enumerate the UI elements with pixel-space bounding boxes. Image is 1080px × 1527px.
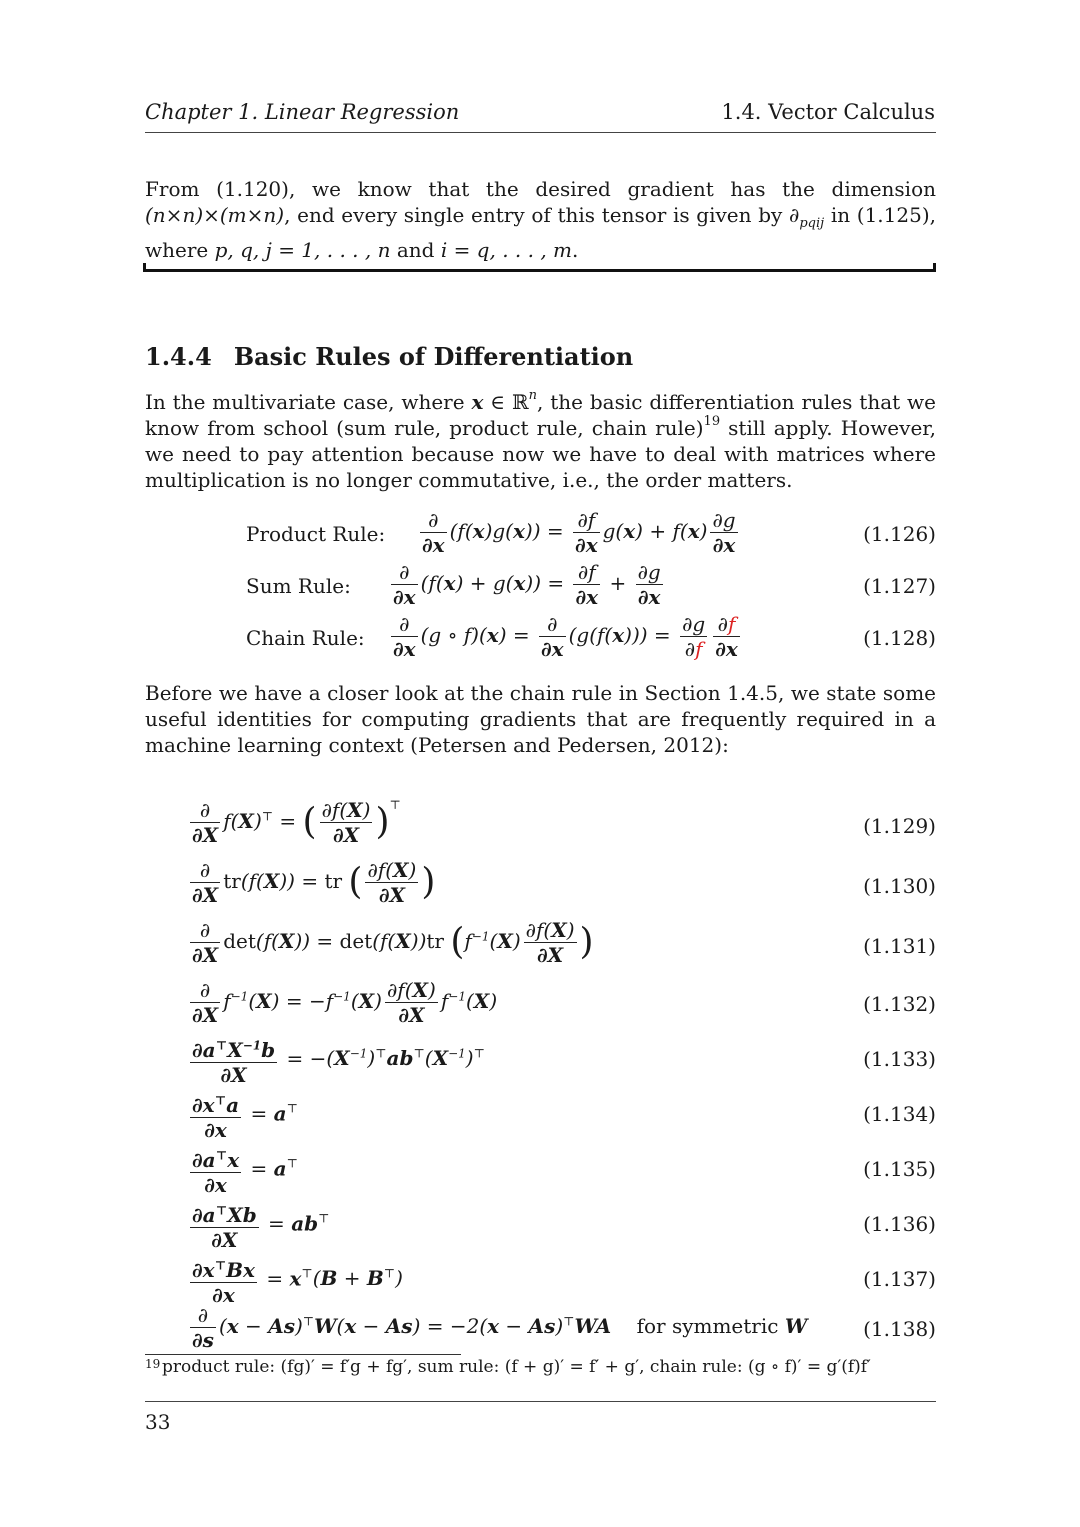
section-number: 1.4.4: [145, 342, 212, 371]
equation-number: (1.128): [863, 626, 936, 650]
intro-paragraph: From (1.120), we know that the desired gradient has the dimension (n×n)×(m×n), end every single entry of this tensor is given by $\partial_{pqij}$ in (1.125), where p, q, j = 1, . . . , n and i = q, . . . , m.: [145, 177, 936, 262]
section-title: Basic Rules of Differentiation: [233, 342, 634, 371]
equation-number: (1.134): [863, 1102, 936, 1126]
equation-1-132: ∂ ∂X $f^{-1}(X) = -f^{-1}(X)$ $\frac{\partial f(X)}{\partial X}$ $f^{-1}(X)$ (1.132): [192, 978, 936, 1027]
paragraph-identities-intro: Before we have a closer look at the chain rule in Section 1.4.5, we state some useful identities for computing gradients that are frequently required in a machine learning context (Petersen and Pedersen, 2012):: [145, 681, 936, 757]
equation-number: (1.132): [863, 992, 936, 1016]
equation-number: (1.136): [863, 1212, 936, 1236]
rule-label: Product Rule:: [246, 522, 386, 546]
equation-chain-rule: Chain Rule: ∂ ∂x (g ∘ f)(x) = ∂ ∂x (g(f(x))) = $\frac{\partial g}{\partial f}$ $\frac{\partial f}{\partial x}$ (1.128): [246, 612, 936, 661]
example-box-end: [143, 263, 936, 272]
equation-number: (1.135): [863, 1157, 936, 1181]
equation-number: (1.126): [863, 522, 936, 546]
equation-1-138: ∂ ∂s (x − As)⊤W(x − As) = −2(x − As)⊤WA for symmetric W (1.138): [192, 1303, 936, 1352]
equation-1-133: $\frac{\partial a^⊤X^{-1}b}{\partial X}$ = $-(X^{-1})^⊤ab^⊤(X^{-1})^⊤$ (1.133): [192, 1037, 936, 1087]
equation-number: (1.131): [863, 934, 936, 958]
footnote-text: product rule: (fg)′ = f′g + fg′, sum rule: (f + g)′ = f′ + g′, chain rule: (g ∘ f)′ = g′(f)f′: [162, 1357, 871, 1377]
running-header-chapter: Chapter 1. Linear Regression: [145, 100, 460, 124]
page-number: 33: [145, 1410, 171, 1434]
equation-1-135: $\frac{\partial a^⊤x}{\partial x}$ = a⊤ (1.135): [192, 1147, 936, 1197]
footnote-rule: [145, 1354, 461, 1355]
equation-number: (1.127): [863, 574, 936, 598]
equation-1-134: $\frac{\partial x^⊤a}{\partial x}$ = a⊤ (1.134): [192, 1092, 936, 1142]
equation-product-rule: Product Rule: ∂ ∂x (f(x)g(x)) = $\frac{\partial f}{\partial x}$ g(x) + f(x) $\frac{\partial g}{\partial x}$ (1.126): [246, 508, 936, 557]
running-header-section: 1.4. Vector Calculus: [721, 100, 935, 124]
equation-1-131: ∂ ∂X det(f(X)) = det(f(X))tr ($f^{-1}(X)$ $\frac{\partial f(X)}{\partial X}$ ) (1.131): [192, 918, 936, 967]
equation-number: (1.129): [863, 814, 936, 838]
equation-1-130: ∂ ∂X tr(f(X)) = tr ( $\frac{\partial f(X)}{\partial X}$ ) (1.130): [192, 858, 936, 907]
footnote: [145, 1357, 871, 1377]
equation-number: (1.133): [863, 1047, 936, 1071]
equation-1-136: $\frac{\partial a^⊤Xb}{\partial X}$ = ab⊤ (1.136): [192, 1202, 936, 1252]
equation-1-137: $\frac{\partial x^⊤Bx}{\partial x}$ = x⊤(B + B⊤) (1.137): [192, 1257, 936, 1307]
equation-number: (1.138): [863, 1317, 936, 1341]
equation-1-129: ∂ ∂X f(X)⊤ = ( $\frac{\partial f(X)}{\partial X}$ )⊤ (1.129): [192, 798, 936, 847]
footnote-mark: 19: [145, 1357, 161, 1371]
condition-text: for symmetric: [636, 1314, 779, 1338]
equation-sum-rule: Sum Rule: ∂ ∂x (f(x) + g(x)) = $\frac{\partial f}{\partial x}$ + $\frac{\partial g}{\partial x}$ (1.127): [246, 560, 936, 609]
header-rule: [145, 132, 936, 133]
equation-number: (1.137): [863, 1267, 936, 1291]
section-heading: [145, 342, 633, 371]
rule-label: Chain Rule:: [246, 626, 365, 650]
footer-rule: [145, 1401, 936, 1402]
rule-label: Sum Rule:: [246, 574, 351, 598]
footnote-ref[interactable]: 19: [703, 414, 721, 429]
equation-number: (1.130): [863, 874, 936, 898]
paragraph-rules-intro: In the multivariate case, where x ∈ ℝ$^n$, the basic differentiation rules that we know from school (sum rule, product rule, chain rule)$^{19}$ still apply. However, we need to pay attention because now we have to deal with matrices where multiplication is no longer commutative, i.e., the order matters.: [145, 388, 937, 492]
